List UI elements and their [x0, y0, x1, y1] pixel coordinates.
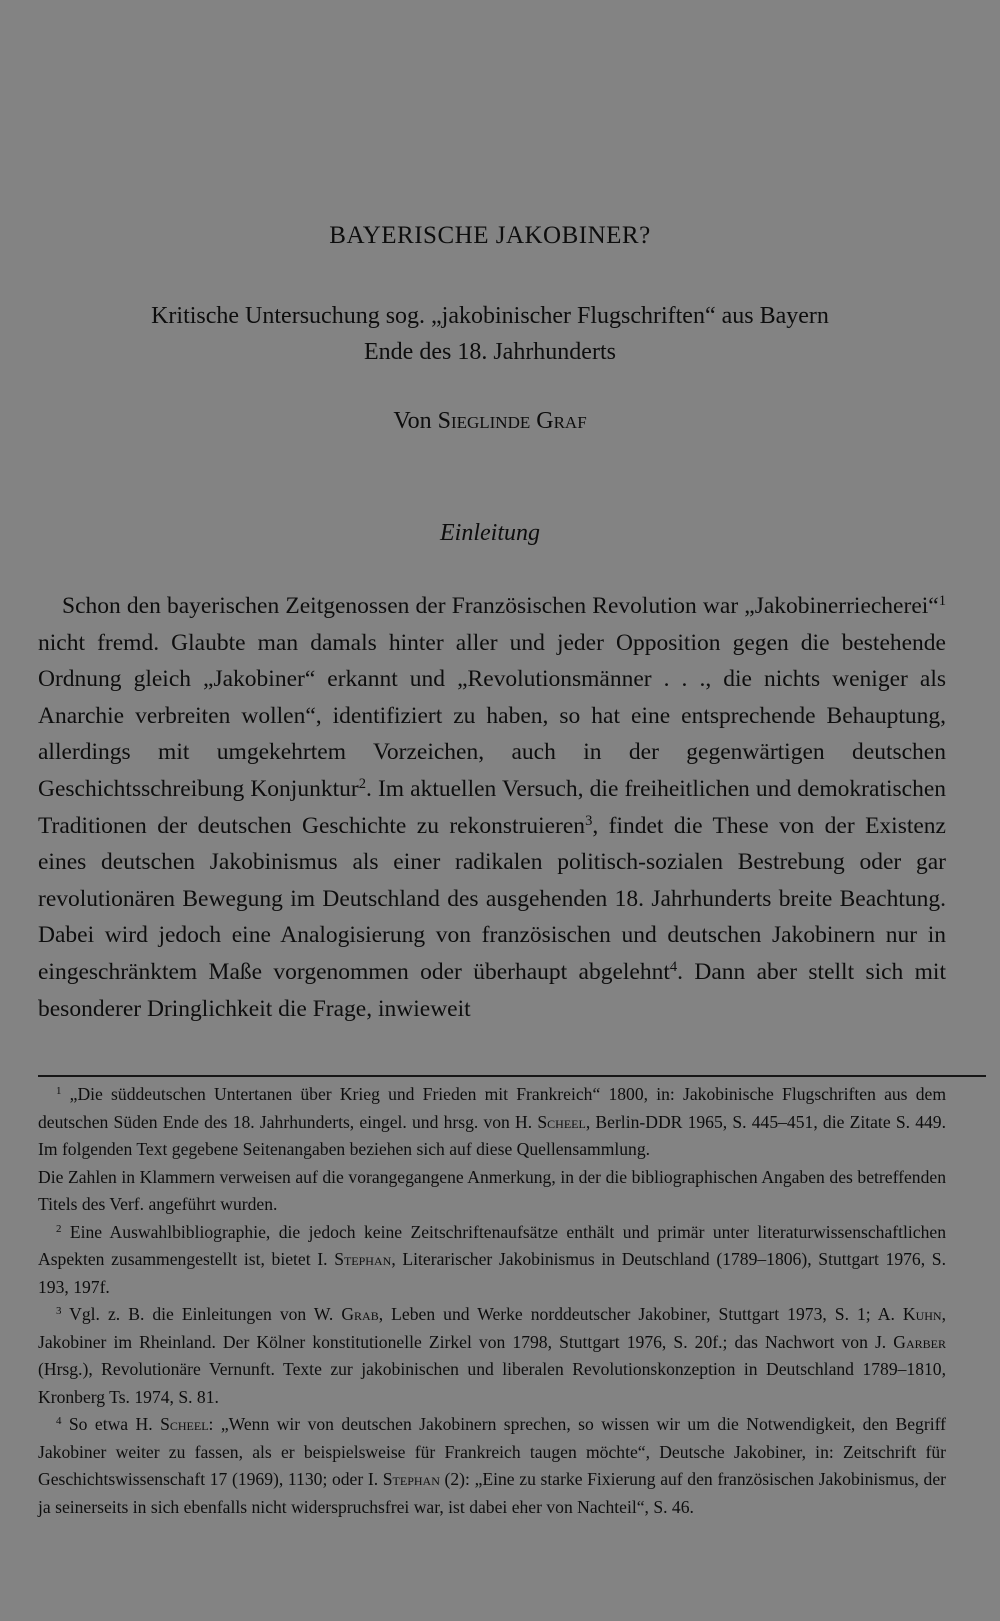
footnote-3-author-3: Garber	[893, 1331, 946, 1352]
body-paragraph	[38, 588, 946, 1027]
footnote-number-1: 1	[56, 1085, 62, 1097]
footnote-number-4: 4	[56, 1415, 62, 1427]
footnote-2	[38, 1219, 946, 1302]
body-segment-1: Schon den bayerischen Zeitgenossen der Französischen Revolution war „Jakobinerriecherei“	[62, 593, 939, 619]
footnote-1-text-a: „Die süddeutschen Untertanen über Krieg und Frieden mit Frankreich“ 1800, in: Jakobinische Flugschriften aus dem deutschen Süden Ende des 18. Jahrhunderts, eingel. und hrsg. von H.	[38, 1084, 946, 1132]
author-name: Sieglinde Graf	[437, 408, 587, 434]
article-title: BAYERISCHE JAKOBINER?	[329, 222, 651, 249]
footnote-ref-2[interactable]: 2	[358, 775, 366, 792]
footnote-2-text-a: Eine Auswahlbibliographie, die jedoch keine Zeitschriftenaufsätze enthält und primär unter literaturwissenschaftlichen Aspekten zusammengestellt ist, bietet I.	[38, 1221, 946, 1269]
footnote-number-3: 3	[56, 1305, 62, 1317]
paragraph-1	[38, 588, 946, 1027]
footnotes	[38, 1081, 946, 1521]
subtitle-line-2: Ende des 18. Jahrhunderts	[364, 339, 616, 365]
footnote-1-text-b: , Berlin-DDR 1965, S. 445–451, die Zitate S. 449. Im folgenden Text gegebene Seitenangaben beziehen sich auf diese Quellensammlung.	[38, 1111, 946, 1159]
footnote-1-author: Scheel	[537, 1111, 586, 1132]
footnote-ref-4[interactable]: 4	[669, 958, 678, 975]
footnote-3-text-b: , Leben und Werke norddeutscher Jakobiner, Stuttgart 1973, S. 1; A.	[378, 1304, 903, 1324]
footnote-3	[38, 1301, 946, 1411]
author-line	[0, 408, 980, 435]
body-segment-5: . Dann aber stellt sich mit besonderer Dringlichkeit die Frage, inwieweit	[38, 958, 946, 1022]
footnote-1	[38, 1081, 946, 1164]
body-segment-2: nicht fremd. Glaubte man damals hinter aller und jeder Opposition gegen die bestehende Ordnung gleich „Jakobiner“ erkannt und „Revolutionsmänner . . ., die nichts weniger als Anarchie verbreiten wollen“, identifiziert zu haben, so hat eine entsprechende Behauptung, allerdings mit umgekehrtem Vorzeichen, auch in der gegenwärtigen deutschen Geschichtsschreibung Konjunktur	[38, 629, 946, 802]
footnote-4-text-c: (2): „Eine zu starke Fixierung auf den französischen Jakobinismus, der ja seinerseits in sich ebenfalls nicht widerspruchsfrei war, ist dabei eher von Nachteil“, S. 46.	[38, 1469, 946, 1517]
footnote-4-author-1: Scheel	[160, 1414, 209, 1434]
footnote-note: Die Zahlen in Klammern verweisen auf die vorangegangene Anmerkung, in der die bibliographischen Angaben des betreffenden Titels des Verf. angeführt wurden.	[38, 1166, 946, 1214]
article-subtitle	[60, 298, 920, 370]
footnote-ref-1[interactable]: 1	[938, 593, 946, 609]
section-heading: Einleitung	[440, 520, 540, 546]
footnote-4-author-2: Stephan	[382, 1469, 440, 1489]
footnote-3-author-1: Grab	[341, 1304, 379, 1324]
footnote-4	[38, 1411, 946, 1521]
subtitle-line-1: Kritische Untersuchung sog. „jakobinischer Flugschriften“ aus Bayern	[151, 303, 829, 329]
body-segment-4: , findet die These von der Existenz eines deutschen Jakobinismus als einer radikalen politisch-sozialen Bestrebung oder gar revolutionären Bewegung im Deutschland des ausgehenden 18. Jahrhunderts breite Beachtung. Dabei wird jedoch eine Analogisierung von französischen und deutschen Jakobinern nur in eingeschränktem Maße vorgenommen oder überhaupt abgelehnt	[38, 812, 946, 985]
footnote-number-2: 2	[56, 1222, 62, 1235]
footnote-3-text-c: , Jakobiner im Rheinland. Der Kölner konstitutionelle Zirkel von 1798, Stuttgart 1976, S. 20f.; das Nachwort von J.	[38, 1304, 946, 1352]
footnote-3-author-2: Kuhn	[902, 1304, 942, 1324]
author-prefix: Von	[393, 408, 438, 434]
footnote-4-text-b: : „Wenn wir von deutschen Jakobinern sprechen, so wissen wir um die Notwendigkeit, den Begriff Jakobiner weiter zu fassen, als er beispielsweise für Frankreich taugen möchte“, Deutsche Jakobiner, in: Zeitschrift für Geschichtswissenschaft 17 (1969), 1130; oder I.	[38, 1414, 946, 1489]
footnote-3-text-a: Vgl. z. B. die Einleitungen von W.	[61, 1304, 342, 1324]
footnote-2-author: Stephan	[334, 1249, 392, 1269]
footnote-ref-3[interactable]: 3	[585, 812, 593, 829]
footnote-4-text-a: So etwa H.	[61, 1414, 161, 1434]
footnote-3-text-d: (Hrsg.), Revolutionäre Vernunft. Texte zur jakobinischen und liberalen Revolutionskonzeption in Deutschland 1789–1810, Kronberg Ts. 1974, S. 81.	[38, 1359, 946, 1407]
footnote-2-text-b: , Literarischer Jakobinismus in Deutschland (1789–1806), Stuttgart 1976, S. 193, 197f.	[38, 1249, 946, 1297]
body-segment-3: . Im aktuellen Versuch, die freiheitlichen und demokratischen Traditionen der deutschen Geschichte zu rekonstruieren	[38, 775, 946, 839]
footnote-divider	[38, 1075, 986, 1077]
